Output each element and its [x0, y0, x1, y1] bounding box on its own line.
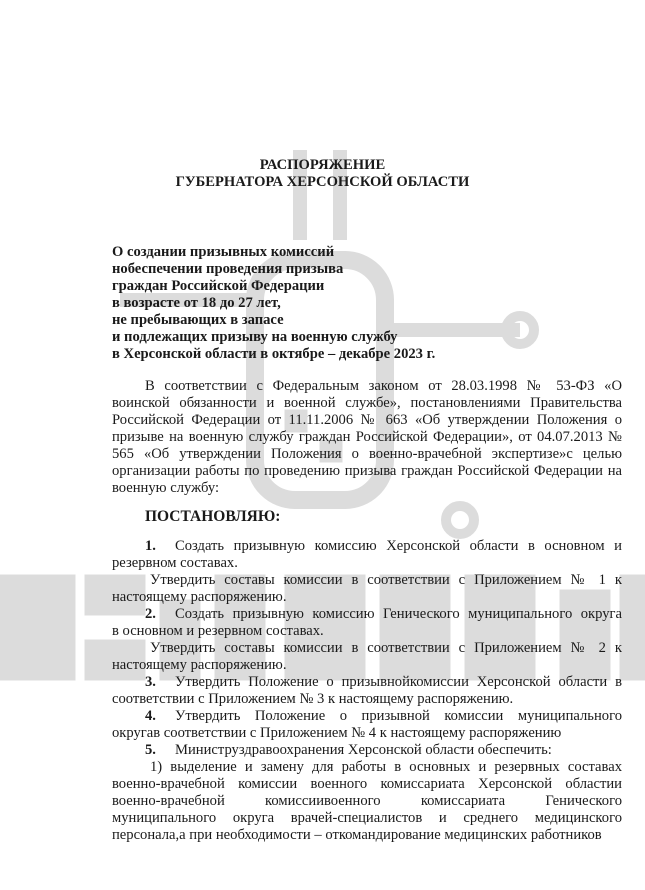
subject-line: в возрасте от 18 до 27 лет,	[112, 295, 281, 311]
subject-line: и подлежащих призыву на военную службу	[112, 329, 398, 345]
item-line: в основном и резервном составах.	[112, 623, 324, 639]
item-number: 3.	[145, 674, 156, 690]
item-number: 1.	[145, 538, 156, 554]
item-line: соответствии с Приложением № 3 к настоящему распоряжению.	[112, 691, 514, 707]
item-line: военно-врачебной комиссиивоенного комиссариата Генического	[112, 793, 622, 809]
item-number: 2.	[145, 606, 156, 622]
doc-title-authority: ГУБЕРНАТОРА ХЕРСОНСКОЙ ОБЛАСТИ	[175, 174, 470, 190]
item-number: 5.	[145, 742, 156, 758]
subject-line: не пребывающих в запасе	[112, 312, 284, 328]
subject-line: О создании призывных комиссий	[112, 244, 335, 260]
item-line: персонала,а при необходимости – откомандирование медицинских работников	[112, 827, 602, 843]
preamble-line: В соответствии с Федеральным законом от 28.03.1998 № 53-ФЗ «О	[145, 378, 622, 394]
item-line: военно-врачебной комиссии военного комиссариата Херсонской областии	[112, 776, 622, 792]
preamble-line: воинской обязанности и военной службе», постановлениями Правительства	[112, 395, 622, 411]
item-line: Утвердить Положение о призывнойкомиссии Херсонской области в	[175, 674, 622, 690]
preamble-line: военную службу:	[112, 480, 219, 496]
subject-line: нобеспечении проведения призыва	[112, 261, 344, 277]
item-line: настоящему распоряжению.	[112, 589, 287, 605]
subject-line: граждан Российской Федерации	[112, 278, 325, 294]
preamble-line: 565 «Об утверждении Положения о военно-врачебной экспертизе»с целью	[112, 446, 622, 462]
item-line: Создать призывную комиссию Херсонской области в основном и	[175, 538, 622, 554]
item-line: 1) выделение и замену для работы в основных и резервных составах	[150, 759, 622, 775]
item-line: муниципального округа врачей-специалистов и среднего медицинского	[112, 810, 622, 826]
preamble-line: организации работы по проведению призыва граждан Российской Федерации на	[112, 463, 622, 479]
item-line: Утвердить Положение о призывной комиссии муниципального	[175, 708, 622, 724]
item-line: Создать призывную комиссию Генического муниципального округа	[175, 606, 622, 622]
item-line: резервном составах.	[112, 555, 238, 571]
item-line: Министруздравоохранения Херсонской области обеспечить:	[175, 742, 552, 758]
preamble-line: призыве на военную службу граждан Российской Федерации», от 04.07.2013 №	[112, 429, 622, 445]
decree-heading: ПОСТАНОВЛЯЮ:	[145, 508, 281, 525]
item-line: Утвердить составы комиссии в соответствии с Приложением № 1 к	[150, 572, 622, 588]
item-number: 4.	[145, 708, 156, 724]
doc-title: РАСПОРЯЖЕНИЕ	[259, 157, 386, 173]
subject-line: в Херсонской области в октябре – декабре 2023 г.	[112, 346, 436, 362]
preamble-line: Российской Федерации от 11.11.2006 № 663 «Об утверждении Положения о	[112, 412, 622, 428]
item-line: настоящему распоряжению.	[112, 657, 287, 673]
item-line: округав соответствии с Приложением № 4 к настоящему распоряжению	[112, 725, 562, 741]
item-line: Утвердить составы комиссии в соответствии с Приложением № 2 к	[150, 640, 622, 656]
